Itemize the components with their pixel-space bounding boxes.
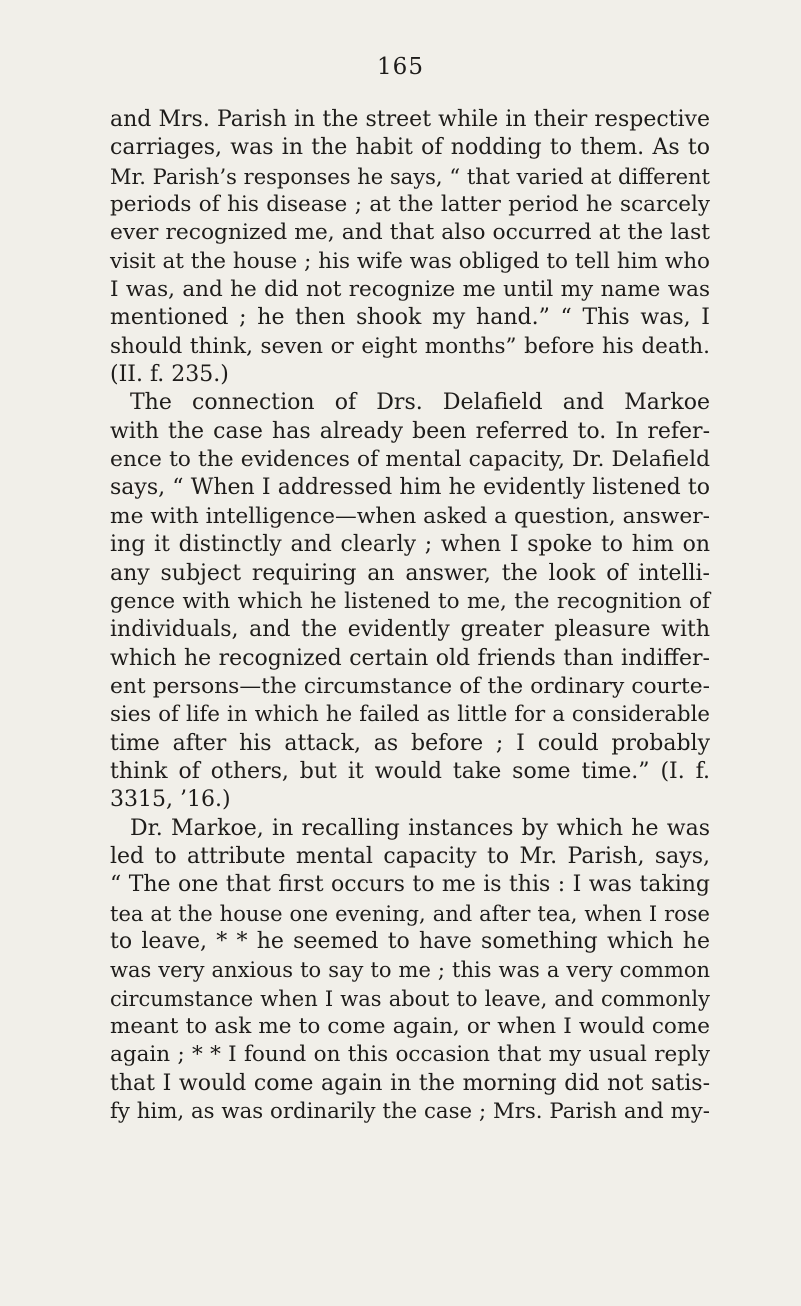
text-line: fy him, as was ordinarily the case ; Mrs. Parish and my- [110, 1099, 710, 1125]
text-line: any subject requiring an answer, the look of intelli- [110, 560, 710, 586]
text-line: with the case has already been referred to. In refer- [110, 418, 710, 444]
text-line: periods of his disease ; at the latter period he scarcely [110, 192, 710, 218]
text-line: meant to ask me to come again, or when I would come [110, 1014, 710, 1039]
text-line: carriages, was in the habit of nodding to them. As to [110, 135, 710, 161]
text-line: (II. f. 235.) [110, 362, 229, 388]
text-line: says, “ When I addressed him he evidently listened to [110, 475, 710, 501]
text-line: again ; * * I found on this occasion that my usual reply [110, 1042, 710, 1068]
text-line: sies of life in which he failed as little for a considerable [110, 702, 710, 728]
text-line: ever recognized me, and that also occurred at the last [110, 220, 710, 246]
text-line: that I would come again in the morning did not satis- [110, 1070, 710, 1096]
text-line: to leave, * * he seemed to have something which he [110, 928, 710, 954]
body-text [110, 106, 710, 1126]
text-line: “ The one that first occurs to me is this : I was taking [110, 872, 710, 898]
text-line: led to attribute mental capacity to Mr. Parish, says, [110, 843, 710, 869]
text-line: ent persons—the circumstance of the ordinary courte- [110, 673, 710, 699]
text-line: should think, seven or eight months” before his death. [110, 333, 710, 359]
text-line: I was, and he did not recognize me until my name was [110, 277, 710, 303]
text-line: was very anxious to say to me ; this was a very common [110, 958, 710, 983]
page-number: 165 [377, 54, 424, 80]
text-line: think of others, but it would take some time.” (I. f. [110, 758, 710, 784]
text-line: Mr. Parish’s responses he says, “ that varied at different [110, 164, 710, 189]
text-line: visit at the house ; his wife was obliged to tell him who [110, 248, 710, 274]
text-line: tea at the house one evening, and after tea, when I rose [110, 901, 710, 926]
text-line: Dr. Markoe, in recalling instances by which he was [130, 815, 710, 841]
text-line: ence to the evidences of mental capacity, Dr. Delafield [110, 447, 710, 473]
text-line: circumstance when I was about to leave, and commonly [110, 986, 710, 1011]
text-line: individuals, and the evidently greater pleasure with [110, 617, 710, 643]
text-line: and Mrs. Parish in the street while in their respective [110, 107, 710, 132]
text-line: gence with which he listened to me, the recognition of [110, 588, 710, 614]
text-line: The connection of Drs. Delafield and Markoe [130, 390, 710, 416]
text-line: ing it distinctly and clearly ; when I spoke to him on [110, 532, 710, 558]
text-line: time after his attack, as before ; I could probably [110, 730, 710, 756]
text-line: 3315, ’16.) [110, 787, 231, 813]
text-line: me with intelligence—when asked a question, answer- [110, 503, 710, 529]
text-line: mentioned ; he then shook my hand.” “ This was, I [110, 305, 710, 331]
text-line: which he recognized certain old friends than indiffer- [110, 645, 710, 671]
